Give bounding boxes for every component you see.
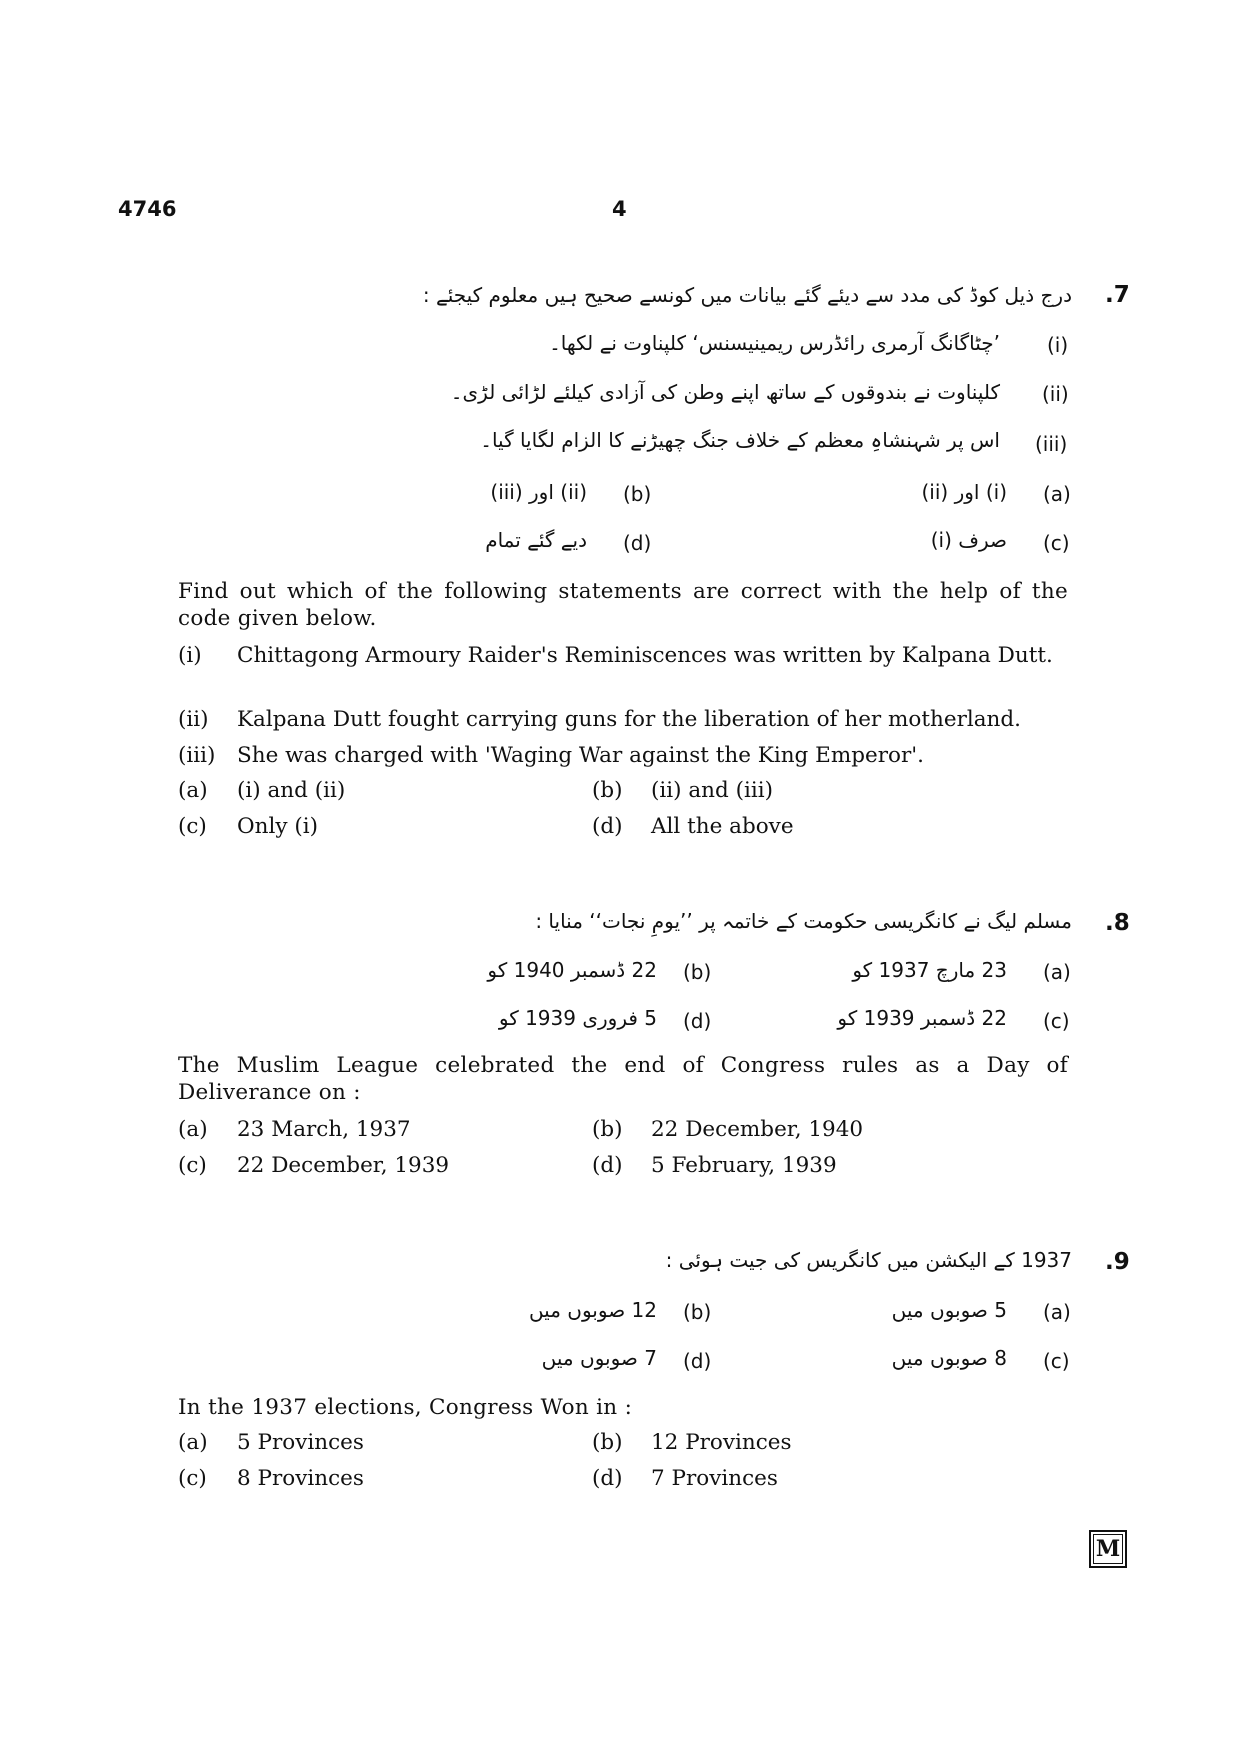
option-label: (c) — [178, 1153, 207, 1178]
option-text: 5 February, 1939 — [651, 1153, 837, 1178]
question-number: .9 — [1105, 1249, 1130, 1275]
option-label: (a) — [178, 1430, 208, 1455]
urdu-option: 7 صوبوں میں — [541, 1346, 657, 1370]
english-question-stem: Find out which of the following statements are correct with the help of the code given below. — [178, 579, 1068, 631]
statement-label: (i) — [178, 643, 202, 668]
urdu-option-label: (d) — [683, 1009, 712, 1033]
urdu-statement-label: (iii) — [1035, 432, 1068, 456]
option-label: (d) — [592, 814, 623, 839]
option-label: (b) — [592, 1117, 623, 1142]
urdu-option-label: (a) — [1043, 1300, 1071, 1324]
urdu-option-label: (b) — [683, 960, 712, 984]
option-text: 22 December, 1940 — [651, 1117, 864, 1142]
urdu-option: (i) اور (ii) — [921, 480, 1007, 504]
page-number: 4 — [612, 197, 627, 221]
option-label: (d) — [592, 1466, 623, 1491]
urdu-option-label: (a) — [1043, 960, 1071, 984]
urdu-question-stem: درج ذیل کوڈ کی مدد سے دیئے گئے بیانات میں کونسے صحیح ہیں معلوم کیجئے : — [422, 283, 1072, 307]
paper-code: 4746 — [118, 197, 177, 221]
urdu-option-label: (c) — [1043, 1349, 1070, 1373]
urdu-option: 23 مارچ 1937 کو — [852, 958, 1007, 982]
question-number: .8 — [1105, 910, 1130, 936]
urdu-statement: ’چٹاگانگ آرمری رائڈرس ریمینیسنس‘ کلپناوت نے لکھا۔ — [549, 331, 1000, 355]
option-label: (a) — [178, 778, 208, 803]
urdu-option: (ii) اور (iii) — [490, 480, 587, 504]
urdu-option-label: (c) — [1043, 1009, 1070, 1033]
option-label: (a) — [178, 1117, 208, 1142]
urdu-option: صرف (i) — [930, 528, 1007, 552]
option-text: 5 Provinces — [237, 1430, 364, 1455]
statement-label: (iii) — [178, 743, 216, 768]
option-text: 8 Provinces — [237, 1466, 364, 1491]
option-text: 12 Provinces — [651, 1430, 792, 1455]
english-question-stem: In the 1937 elections, Congress Won in : — [178, 1395, 633, 1420]
urdu-question-stem: 1937 کے الیکشن میں کانگریس کی جیت ہوئی : — [665, 1248, 1072, 1272]
urdu-question-stem: مسلم لیگ نے کانگریسی حکومت کے خاتمہ پر ’’یومِ نجات‘‘ منایا : — [535, 909, 1072, 933]
option-text: Only (i) — [237, 814, 318, 839]
urdu-option: 12 صوبوں میں — [528, 1298, 657, 1322]
english-question-stem: The Muslim League celebrated the end of Congress rules as a Day of Deliverance on : — [178, 1053, 1068, 1105]
statement-text: She was charged with 'Waging War against the King Emperor'. — [237, 743, 924, 768]
option-text: All the above — [651, 814, 794, 839]
option-text: (ii) and (iii) — [651, 778, 774, 803]
option-label: (b) — [592, 778, 623, 803]
urdu-option-label: (d) — [683, 1349, 712, 1373]
urdu-option: 5 صوبوں میں — [891, 1298, 1007, 1322]
statement-text: Chittagong Armoury Raider's Reminiscences was written by Kalpana Dutt. — [237, 643, 1053, 668]
option-text: 22 December, 1939 — [237, 1153, 450, 1178]
option-label: (d) — [592, 1153, 623, 1178]
urdu-option: 8 صوبوں میں — [891, 1346, 1007, 1370]
option-text: 7 Provinces — [651, 1466, 778, 1491]
urdu-option: 22 ڈسمبر 1939 کو — [837, 1006, 1007, 1030]
statement-label: (ii) — [178, 707, 209, 732]
urdu-option: 22 ڈسمبر 1940 کو — [487, 958, 657, 982]
option-text: 23 March, 1937 — [237, 1117, 411, 1142]
urdu-statement-label: (ii) — [1042, 382, 1069, 406]
urdu-option-label: (b) — [623, 482, 652, 506]
urdu-option-label: (c) — [1043, 531, 1070, 555]
option-text: (i) and (ii) — [237, 778, 346, 803]
urdu-option: دیے گئے تمام — [485, 528, 587, 552]
english-statement — [178, 706, 1068, 734]
option-label: (c) — [178, 1466, 207, 1491]
urdu-option-label: (d) — [623, 531, 652, 555]
urdu-option-label: (b) — [683, 1300, 712, 1324]
option-label: (c) — [178, 814, 207, 839]
urdu-option: 5 فروری 1939 کو — [498, 1006, 657, 1030]
option-label: (b) — [592, 1430, 623, 1455]
english-statement — [178, 642, 1068, 698]
question-number: .7 — [1105, 282, 1130, 308]
urdu-statement-label: (i) — [1047, 333, 1069, 357]
urdu-option-label: (a) — [1043, 482, 1071, 506]
urdu-statement: کلپناوت نے بندوقوں کے ساتھ اپنے وطن کی آزادی کیلئے لڑائی لڑی۔ — [450, 380, 1000, 404]
medium-mark-box: M — [1089, 1530, 1127, 1568]
english-statement — [178, 742, 1068, 770]
urdu-statement: اس پر شہنشاہِ معظم کے خلاف جنگ چھیڑنے کا الزام لگایا گیا۔ — [480, 428, 1000, 452]
statement-text: Kalpana Dutt fought carrying guns for the liberation of her motherland. — [237, 707, 1021, 732]
